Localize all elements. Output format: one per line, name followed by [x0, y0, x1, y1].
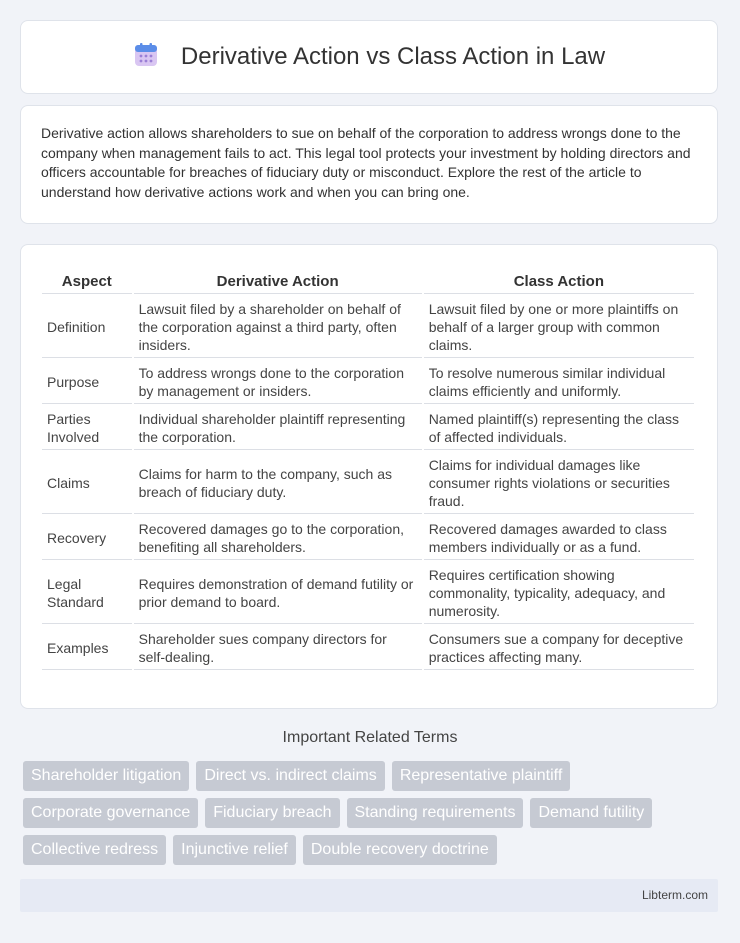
- row-class: Lawsuit filed by one or more plaintiffs on behalf of a larger group with common claims.: [424, 296, 694, 358]
- header: [133, 42, 605, 73]
- row-aspect: Definition: [42, 296, 132, 358]
- row-class: To resolve numerous similar individual claims efficiently and uniformly.: [424, 360, 694, 404]
- row-class: Claims for individual damages like consumer rights violations or securities fraud.: [424, 452, 694, 514]
- row-class: Consumers sue a company for deceptive practices affecting many.: [424, 626, 694, 670]
- comparison-card: [20, 244, 718, 709]
- row-aspect: Examples: [42, 626, 132, 670]
- header-derivative-action: Derivative Action: [134, 267, 422, 294]
- tag-double-recovery-doctrine[interactable]: Double recovery doctrine: [303, 835, 497, 865]
- row-derivative: To address wrongs done to the corporation by management or insiders.: [134, 360, 422, 404]
- tag-corporate-governance[interactable]: Corporate governance: [23, 798, 198, 828]
- related-terms-list: [23, 761, 723, 865]
- row-aspect: Legal Standard: [42, 562, 132, 624]
- intro-card: [20, 105, 718, 224]
- table-row: [42, 406, 694, 450]
- row-aspect: Parties Involved: [42, 406, 132, 450]
- row-class: Named plaintiff(s) representing the class of affected individuals.: [424, 406, 694, 450]
- table-row: [42, 626, 694, 670]
- header-class-action: Class Action: [424, 267, 694, 294]
- row-aspect: Purpose: [42, 360, 132, 404]
- row-derivative: Shareholder sues company directors for self-dealing.: [134, 626, 422, 670]
- header-card: [20, 20, 718, 94]
- comparison-table: [40, 265, 696, 672]
- table-row: [42, 562, 694, 624]
- page-title: Derivative Action vs Class Action in Law: [180, 43, 606, 70]
- table-row: [42, 360, 694, 404]
- row-derivative: Individual shareholder plaintiff representing the corporation.: [134, 406, 422, 450]
- row-derivative: Claims for harm to the company, such as breach of fiduciary duty.: [134, 452, 422, 514]
- intro-text: Derivative action allows shareholders to sue on behalf of the corporation to address wrongs done to the company when management fails to act. This legal tool protects your investment by holding directors and officers accountable for breaches of fiduciary duty or misconduct. Explore the rest of the article to understand how derivative actions work and when you can bring one.: [41, 125, 691, 200]
- table-row: [42, 452, 694, 514]
- tag-injunctive-relief[interactable]: Injunctive relief: [173, 835, 296, 865]
- row-class: Requires certification showing commonality, typicality, adequacy, and numerosity.: [424, 562, 694, 624]
- row-aspect: Claims: [42, 452, 132, 514]
- row-derivative: Recovered damages go to the corporation, benefiting all shareholders.: [134, 516, 422, 560]
- row-class: Recovered damages awarded to class members individually or as a fund.: [424, 516, 694, 560]
- tag-fiduciary-breach[interactable]: Fiduciary breach: [205, 798, 339, 828]
- row-derivative: Requires demonstration of demand futility or prior demand to board.: [134, 562, 422, 624]
- table-row: [42, 516, 694, 560]
- footer: [20, 879, 718, 912]
- table-header-row: [42, 267, 694, 294]
- tag-shareholder-litigation[interactable]: Shareholder litigation: [23, 761, 189, 791]
- tag-collective-redress[interactable]: Collective redress: [23, 835, 166, 865]
- row-aspect: Recovery: [42, 516, 132, 560]
- tag-direct-vs-indirect-claims[interactable]: Direct vs. indirect claims: [196, 761, 384, 791]
- tag-demand-futility[interactable]: Demand futility: [530, 798, 652, 828]
- calendar-icon: [133, 42, 159, 73]
- related-terms-title: Important Related Terms: [282, 729, 458, 746]
- table-row: [42, 296, 694, 358]
- tag-representative-plaintiff[interactable]: Representative plaintiff: [392, 761, 570, 791]
- header-aspect: Aspect: [42, 267, 132, 294]
- row-derivative: Lawsuit filed by a shareholder on behalf of the corporation against a third party, often insiders.: [134, 296, 422, 358]
- tag-standing-requirements[interactable]: Standing requirements: [347, 798, 524, 828]
- footer-site-link[interactable]: Libterm.com: [641, 888, 708, 902]
